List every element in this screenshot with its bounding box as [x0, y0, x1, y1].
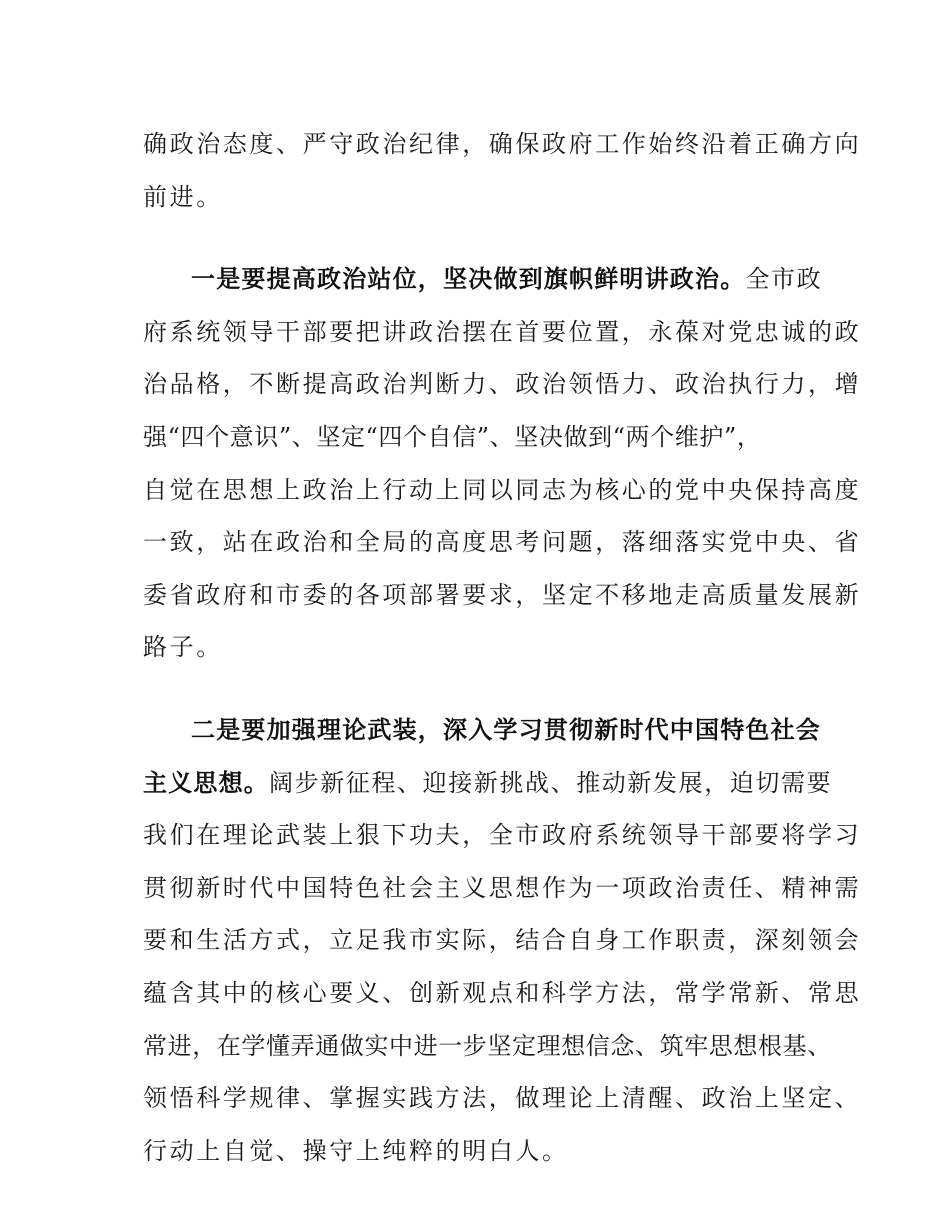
text-line: 行动上自觉、操守上纯粹的明白人。 [143, 1136, 569, 1165]
paragraph-heading: 一是要提高政治站位，坚决做到旗帜鲜明讲政治。 [191, 265, 746, 294]
text-line: 强“四个意识”、坚定“四个自信”、坚决做到“两个维护”， [143, 422, 762, 451]
text-line: 府系统领导干部要把讲政治摆在首要位置，永葆对党忠诚的政 [143, 317, 862, 346]
text-line: 领悟科学规律、掌握实践方法，做理论上清醒、政治上坚定、 [143, 1084, 862, 1113]
paragraph-continuation [143, 118, 862, 223]
text-run: 阔步新征程、迎接新挑战、推动新发展，迫切需要 [269, 768, 833, 797]
text-line: 我们在理论武装上狠下功夫，全市政府系统领导干部要将学习 [143, 821, 862, 850]
text-line: 一致，站在政治和全局的高度思考问题，落细落实党中央、省 [143, 528, 862, 557]
text-line: 要和生活方式，立足我市实际，结合自身工作职责，深刻领会 [143, 926, 862, 955]
paragraph-theory-study [143, 704, 862, 1177]
paragraph-heading: 二是要加强理论武装，深入学习贯彻新时代中国特色社会 [191, 715, 821, 744]
text-line: 自觉在思想上政治上行动上同以同志为核心的党中央保持高度 [143, 475, 862, 504]
text-line [143, 757, 833, 810]
text-line: 前进。 [143, 182, 223, 211]
text-line: 常进，在学懂弄通做实中进一步坚定理想信念、筑牢思想根基、 [143, 1031, 832, 1060]
text-line [143, 253, 833, 306]
paragraph-political-stance [143, 253, 862, 674]
text-line: 贯彻新时代中国特色社会主义思想作为一项政治责任、精神需 [143, 873, 862, 902]
text-line: 确政治态度、严守政治纪律，确保政府工作始终沿着正确方向 [143, 130, 862, 158]
text-run: 全市政 [745, 265, 823, 294]
text-line: 路子。 [143, 633, 223, 662]
text-line: 治品格，不断提高政治判断力、政治领悟力、政治执行力，增 [143, 370, 862, 399]
text-line [143, 704, 833, 757]
text-line: 委省政府和市委的各项部署要求，坚定不移地走高质量发展新 [143, 580, 862, 609]
paragraph-heading: 主义思想。 [143, 768, 269, 797]
document-page [143, 118, 862, 1177]
text-line: 蕴含其中的核心要义、创新观点和科学方法，常学常新、常思 [143, 978, 862, 1007]
